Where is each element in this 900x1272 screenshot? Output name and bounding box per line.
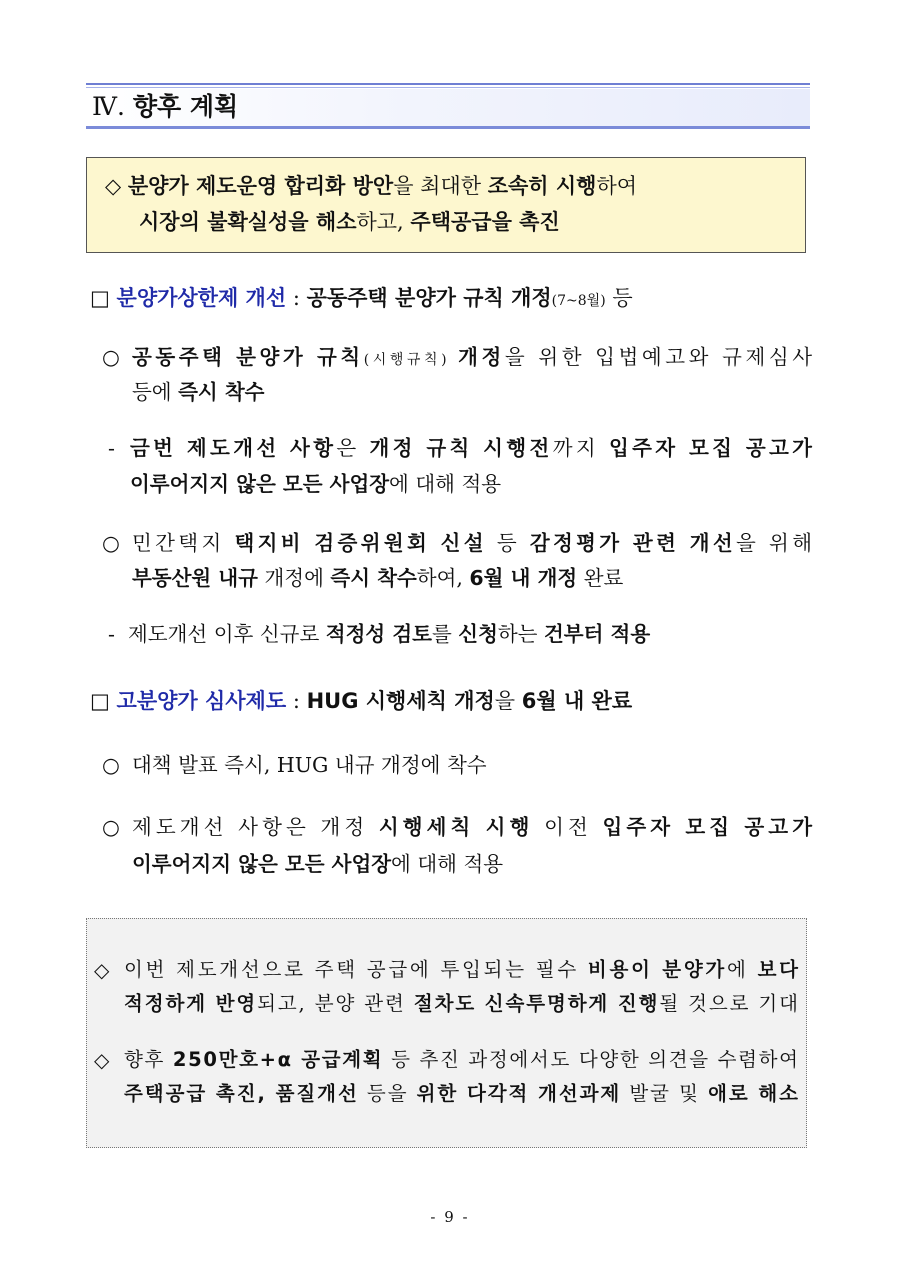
text-run: 은 xyxy=(336,436,370,460)
text-run: 을 위해 xyxy=(736,531,816,555)
text-run: 등 xyxy=(486,531,530,555)
item1-separator: : xyxy=(286,286,307,310)
text-run: 하여 xyxy=(596,174,638,198)
item2-separator: : xyxy=(286,689,307,713)
item1-dash-marker xyxy=(108,434,115,462)
item2-heading-label: 고분양가 심사제도 xyxy=(116,689,287,713)
text-run: 를 xyxy=(431,622,459,646)
section-title-text: 향후 계획 xyxy=(132,92,239,121)
text-run: 입주자 모집 공고가 xyxy=(602,815,817,839)
text-run: 을 위한 입법예고와 규제심사 xyxy=(504,345,816,369)
text-run: 즉시 착수 xyxy=(178,380,265,404)
text-run: 을 최대한 xyxy=(393,174,488,198)
note2-text1 xyxy=(124,1046,798,1074)
dash-bullet-icon: - xyxy=(108,622,115,646)
item1-sub1-text1 xyxy=(132,343,816,374)
text-run: 개정 xyxy=(458,345,505,369)
item1-sub2-dash-text xyxy=(128,620,650,648)
text-run: 이루어지지 않은 모든 사업장 xyxy=(130,472,390,496)
item2-sub2-text1 xyxy=(132,813,817,841)
item1-sub2-text2 xyxy=(132,564,623,592)
text-run: HUG 시행세칙 개정 xyxy=(306,689,495,713)
section-title xyxy=(92,90,238,124)
text-run: 등을 xyxy=(358,1082,417,1105)
text-run: 하는 xyxy=(497,622,544,646)
text-run: 이전 xyxy=(533,815,603,839)
text-run: 개정에 xyxy=(257,566,331,590)
item2-sub1-marker xyxy=(102,751,120,779)
text-run: 에 대해 적용 xyxy=(389,472,502,496)
text-run: 250만호+α 공급계획 xyxy=(172,1048,384,1071)
section-number: Ⅳ. xyxy=(92,92,125,121)
note1-text1 xyxy=(124,956,801,984)
item1-sub2-marker xyxy=(102,529,120,557)
text-run: 시행세칙 시행 xyxy=(378,815,534,839)
text-run: 6월 내 개정 xyxy=(469,566,578,590)
item1-sub1-line1 xyxy=(102,343,120,371)
text-run: 완료 xyxy=(577,566,624,590)
text-run: 하여, xyxy=(416,566,470,590)
text-run: 주택공급을 촉진 xyxy=(410,210,560,234)
text-run: 부동산원 내규 xyxy=(132,566,258,590)
note1-text2 xyxy=(124,990,798,1018)
text-run: 될 것으로 기대 xyxy=(659,992,800,1015)
text-run: 절차도 신속투명하게 진행 xyxy=(413,992,660,1015)
text-run: 입주자 모집 공고가 xyxy=(608,436,816,460)
text-run: 감정평가 관련 개선 xyxy=(529,531,737,555)
item1-desc-period: (7~8월) xyxy=(551,293,606,309)
item2-heading xyxy=(90,687,632,715)
text-run: 건부터 적용 xyxy=(544,622,651,646)
item1-desc-tail: 등 xyxy=(605,286,633,310)
summary-line-2 xyxy=(139,208,560,236)
text-run: 신청 xyxy=(458,622,498,646)
summary-line-1 xyxy=(105,172,637,200)
text-run: 조속히 시행 xyxy=(487,174,597,198)
checkbox-square-icon: □ xyxy=(90,689,110,713)
text-run: 이번 제도개선으로 주택 공급에 투입되는 필수 xyxy=(124,958,588,981)
text-run: 위한 다각적 개선과제 xyxy=(416,1082,622,1105)
text-run: 공동주택 분양가 규칙 xyxy=(132,345,364,369)
diamond-bullet-icon: ◇ xyxy=(94,1048,110,1072)
text-run: 이루어지지 않은 모든 사업장 xyxy=(132,852,392,876)
item1-dash-text1 xyxy=(130,434,816,462)
summary-box xyxy=(86,157,806,253)
item2-sub1-text xyxy=(132,751,487,779)
checkbox-square-icon: □ xyxy=(90,286,110,310)
text-run: 제도개선 이후 신규로 xyxy=(128,622,326,646)
diamond-bullet-icon: ◇ xyxy=(105,174,122,198)
note2-text2 xyxy=(124,1080,798,1108)
text-run: 발굴 및 xyxy=(621,1082,709,1105)
text-run: 시장의 불확실성을 해소 xyxy=(139,210,357,234)
text-run: 향후 xyxy=(124,1048,173,1071)
text-run: 비용이 분양가 xyxy=(587,958,728,981)
text-run: 등에 xyxy=(132,380,179,404)
text-run: 6월 내 완료 xyxy=(521,689,633,713)
notes-box xyxy=(86,918,807,1148)
item2-sub2-text2 xyxy=(132,850,503,878)
text-run: (시행규칙) xyxy=(363,352,459,368)
circle-bullet-icon: ○ xyxy=(102,531,120,555)
circle-bullet-icon: ○ xyxy=(102,753,120,777)
text-run: 에 대해 적용 xyxy=(391,852,504,876)
note1-marker xyxy=(94,956,109,984)
text-run: 분양가 제도운영 합리화 방안 xyxy=(127,174,394,198)
item1-dash-text2 xyxy=(130,470,501,498)
text-run: 적정하게 반영 xyxy=(124,992,258,1015)
text-run: 금번 제도개선 사항 xyxy=(130,436,337,460)
text-run: 주택공급 촉진, 품질개선 xyxy=(124,1082,359,1105)
item1-desc: 공동주택 분양가 규칙 개정 xyxy=(306,286,552,310)
text-run: 택지비 검증위원회 신설 xyxy=(234,531,487,555)
text-run: 대책 발표 즉시, HUG 내규 개정에 착수 xyxy=(132,753,487,777)
circle-bullet-icon: ○ xyxy=(102,815,120,839)
text-run: 애로 해소 xyxy=(708,1082,800,1105)
note2-marker xyxy=(94,1046,109,1074)
text-run: 즉시 착수 xyxy=(330,566,417,590)
item2-sub2-marker xyxy=(102,813,120,841)
item1-sub2-text1 xyxy=(132,529,816,557)
item1-heading xyxy=(90,284,633,315)
text-run: 민간택지 xyxy=(132,531,235,555)
dash-bullet-icon: - xyxy=(108,436,115,460)
item1-heading-label: 분양가상한제 개선 xyxy=(116,286,287,310)
diamond-bullet-icon: ◇ xyxy=(94,958,110,982)
text-run: 제도개선 사항은 개정 xyxy=(132,815,379,839)
text-run: 까지 xyxy=(552,436,609,460)
text-run: 개정 규칙 시행전 xyxy=(369,436,553,460)
text-run: 보다 xyxy=(757,958,801,981)
circle-bullet-icon: ○ xyxy=(102,345,120,369)
text-run: 하고, xyxy=(356,210,411,234)
text-run: 을 xyxy=(494,689,522,713)
text-run: 에 xyxy=(727,958,758,981)
text-run: 등 추진 과정에서도 다양한 의견을 수렴하여 xyxy=(383,1048,800,1071)
text-run: 되고, 분양 관련 xyxy=(257,992,414,1015)
text-run: 적정성 검토 xyxy=(325,622,432,646)
section-header xyxy=(86,83,810,129)
page-number: - 9 - xyxy=(430,1208,470,1226)
item1-sub1-text2 xyxy=(132,378,264,406)
item1-sub2-dash-marker xyxy=(108,620,115,648)
